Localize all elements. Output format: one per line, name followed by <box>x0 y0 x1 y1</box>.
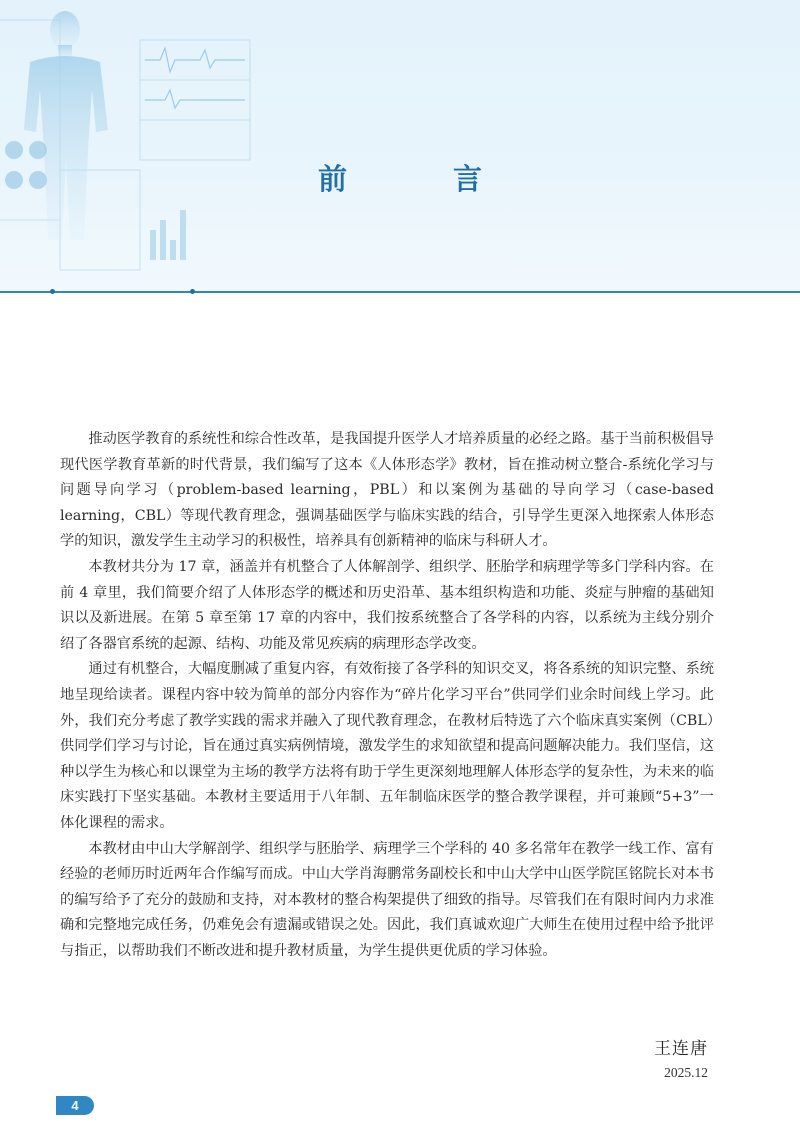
paragraph-2: 本教材共分为 17 章，涵盖并有机整合了人体解剖学、组织学、胚胎学和病理学等多门学科内容。在前 4 章里，我们简要介绍了人体形态学的概述和历史沿革、基本组织构造和功能、炎症与肿瘤的基础知识以及新进展。在第 5 章至第 17 章的内容中，我们按系统整合了各学科的内容，以系统为主线分别介绍了各器官系统的起源、结构、功能及常见疾病的病理形态学改变。 <box>60 558 714 652</box>
signature-date: 2025.12 <box>664 1065 708 1080</box>
signature-block <box>654 1034 708 1081</box>
header-divider <box>0 291 800 293</box>
header-banner <box>0 0 800 292</box>
author-name: 王连唐 <box>654 1039 708 1059</box>
preface-body <box>60 427 714 964</box>
paragraph-1: 推动医学教育的系统性和综合性改革，是我国提升医学人才培养质量的必经之路。基于当前积极倡导现代医学教育革新的时代背景，我们编写了这本《人体形态学》教材，旨在推动树立整合-系统化学习与问题导向学习（problem-based learning，PBL）和以案例为基础的导向学习（case-based learning，CBL）等现代教育理念，强调基础医学与临床实践的结合，引导学生更深入地探索人体形态学的知识，激发学生主动学习的积极性，培养具有创新精神的临床与科研人才。 <box>60 431 714 550</box>
paragraph-4: 本教材由中山大学解剖学、组织学与胚胎学、病理学三个学科的 40 多名常年在教学一线工作、富有经验的老师历时近两年合作编写而成。中山大学肖海鹏常务副校长和中山大学中山医学院匡铭院长对本书的编写给予了充分的鼓励和支持，对本教材的整合构架提供了细致的指导。尽管我们在有限时间内力求准确和完整地完成任务，仍难免会有遗漏或错误之处。因此，我们真诚欢迎广大师生在使用过程中给予批评与指正，以帮助我们不断改进和提升教材质量，为学生提供更优质的学习体验。 <box>60 840 714 959</box>
medical-figure-illustration <box>0 0 260 292</box>
page-number: 4 <box>56 1096 94 1115</box>
divider-dot-right <box>190 289 195 294</box>
page-title: 前 言 <box>317 162 531 196</box>
divider-dot-left <box>50 289 55 294</box>
paragraph-3: 通过有机整合，大幅度删减了重复内容，有效衔接了各学科的知识交叉，将各系统的知识完整、系统地呈现给读者。课程内容中较为简单的部分内容作为“碎片化学习平台”供同学们业余时间线上学习。此外，我们充分考虑了教学实践的需求并融入了现代教育理念，在教材后特选了六个临床真实案例（CBL）供同学们学习与讨论，旨在通过真实病例情境，激发学生的求知欲望和提高问题解决能力。我们坚信，这种以学生为核心和以课堂为主场的教学方法将有助于学生更深刻地理解人体形态学的复杂性，为未来的临床实践打下坚实基础。本教材主要适用于八年制、五年制临床医学的整合教学课程，并可兼顾“5+3”一体化课程的需求。 <box>60 661 714 831</box>
